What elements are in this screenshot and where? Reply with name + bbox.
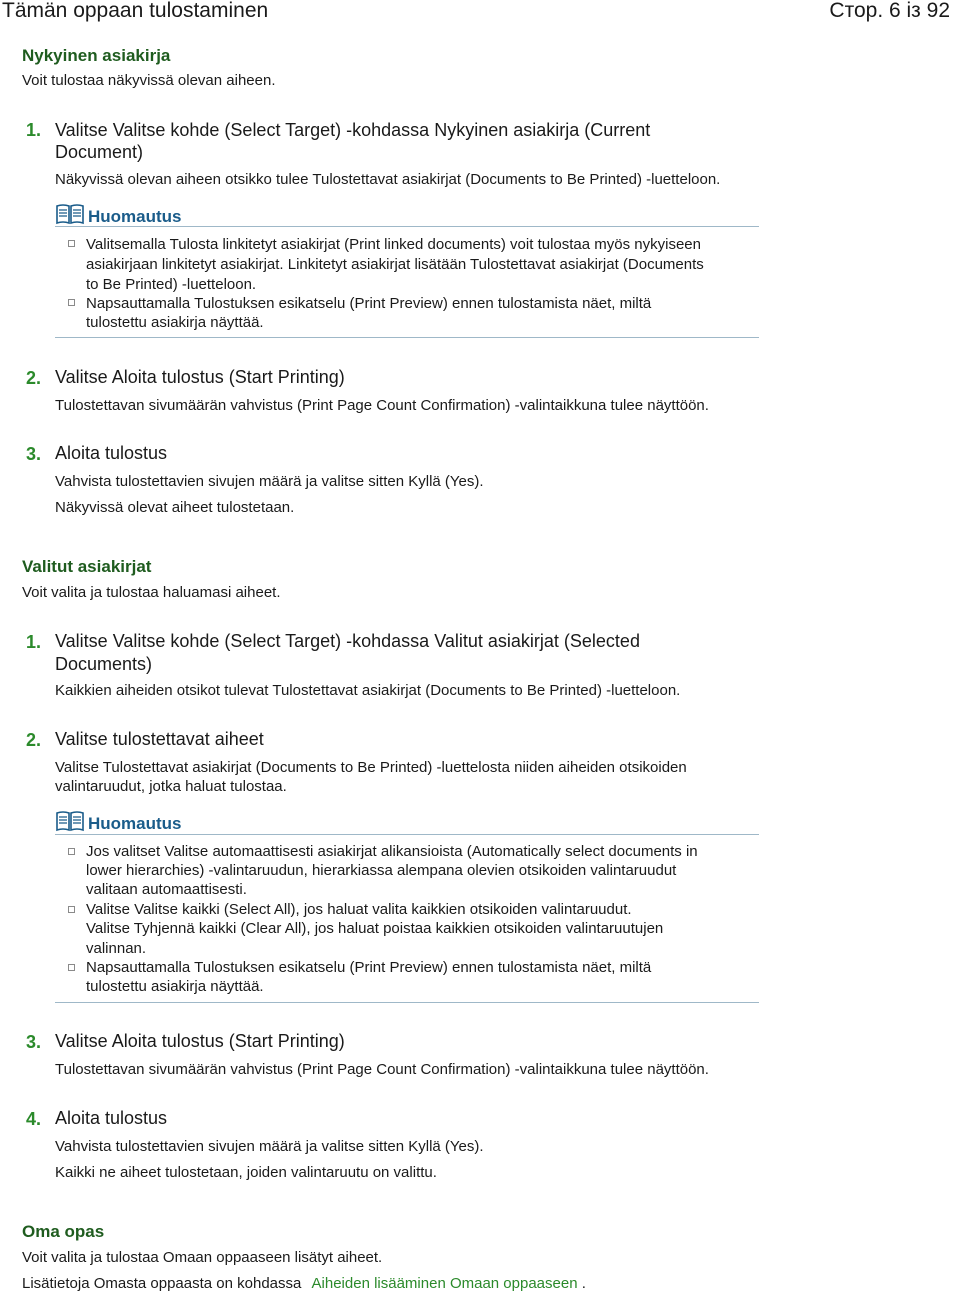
book-icon — [55, 810, 85, 832]
section-heading: Valitut asiakirjat — [22, 557, 152, 576]
section-heading: Nykyinen asiakirja — [22, 46, 171, 65]
step-title: Valitse tulostettavat aiheet — [55, 729, 264, 749]
step-title: Valitse Valitse kohde (Select Target) -kohdassa Nykyinen asiakirja (Current — [55, 120, 651, 140]
step-body: Tulostettavan sivumäärän vahvistus (Print Page Count Confirmation) -valintaikkuna tulee näyttöön. — [55, 1061, 709, 1078]
bullet-icon — [68, 848, 75, 855]
book-icon — [55, 203, 85, 225]
step-body: Vahvista tulostettavien sivujen määrä ja valitse sitten Kyllä (Yes). — [55, 1138, 484, 1155]
note-top-rule — [55, 834, 759, 835]
section-heading: Oma opas — [22, 1222, 105, 1241]
step-body: Näkyvissä olevan aiheen otsikko tulee Tulostettavat asiakirjat (Documents to Be Printed) -luetteloon. — [55, 171, 721, 188]
more-info-prefix: Lisätietoja Omasta oppaasta on kohdassa — [22, 1275, 302, 1292]
step-body: Vahvista tulostettavien sivujen määrä ja valitse sitten Kyllä (Yes). — [55, 473, 484, 490]
note-title: Huomautus — [88, 207, 182, 226]
step-title: Valitse Aloita tulostus (Start Printing) — [55, 367, 345, 387]
step-title: Aloita tulostus — [55, 443, 168, 463]
step-title: Valitse Valitse kohde (Select Target) -kohdassa Valitut asiakirjat (Selected — [55, 631, 640, 651]
section-intro: Voit valita ja tulostaa haluamasi aiheet. — [22, 584, 281, 601]
more-info-line — [22, 1275, 586, 1292]
step-body: Valitse Tulostettavat asiakirjat (Documents to Be Printed) -luettelosta niiden aiheiden otsikoiden — [55, 759, 687, 776]
step-number: 3. — [26, 444, 42, 464]
note-bottom-rule — [55, 337, 759, 338]
note-text: Napsauttamalla Tulostuksen esikatselu (Print Preview) ennen tulostamista näet, miltä — [86, 959, 652, 976]
step-body: Kaikkien aiheiden otsikot tulevat Tulostettavat asiakirjat (Documents to Be Printed) -luetteloon. — [55, 682, 681, 699]
step-number: 3. — [26, 1032, 42, 1052]
step-number: 1. — [26, 632, 42, 652]
step-title: Document) — [55, 142, 144, 162]
note-text: tulostettu asiakirja näyttää. — [86, 314, 264, 331]
more-info-suffix: . — [581, 1275, 586, 1292]
note-text: valinnan. — [86, 940, 147, 957]
step-number: 2. — [26, 368, 42, 388]
add-topics-link[interactable]: Aiheiden lisääminen Omaan oppaaseen — [311, 1275, 578, 1292]
step-title: Aloita tulostus — [55, 1108, 168, 1128]
note-text: lower hierarchies) -valintaruudun, hierarkiassa alempana olevien otsikoiden valintaruudut — [86, 862, 677, 879]
step-title: Valitse Aloita tulostus (Start Printing) — [55, 1031, 345, 1051]
note-top-rule — [55, 226, 759, 227]
step-body: valintaruudut, jotka haluat tulostaa. — [55, 778, 287, 795]
step-number: 4. — [26, 1109, 42, 1129]
note-text: Valitse Tyhjennä kaikki (Clear All), jos haluat poistaa kaikkien otsikoiden valintaruutujen — [86, 920, 664, 937]
note-text: Valitsemalla Tulosta linkitetyt asiakirjat (Print linked documents) voit tulostaa myös nykyiseen — [86, 236, 701, 253]
page-indicator: Стор. 6 із 92 — [829, 0, 950, 22]
note-text: tulostettu asiakirja näyttää. — [86, 978, 264, 995]
bullet-icon — [68, 299, 75, 306]
note-text: to Be Printed) -luetteloon. — [86, 276, 257, 293]
note-text: Jos valitset Valitse automaattisesti asiakirjat alikansioista (Automatically select documents in — [86, 843, 698, 860]
step-body: Näkyvissä olevat aiheet tulostetaan. — [55, 499, 295, 516]
note-title: Huomautus — [88, 814, 182, 833]
section-intro: Voit tulostaa näkyvissä olevan aiheen. — [22, 72, 276, 89]
note-bottom-rule — [55, 1002, 759, 1003]
note-text: valitaan automaattisesti. — [86, 881, 247, 898]
bullet-icon — [68, 906, 75, 913]
section-intro: Voit valita ja tulostaa Omaan oppaaseen lisätyt aiheet. — [22, 1249, 383, 1266]
document-title: Tämän oppaan tulostaminen — [2, 0, 269, 22]
note-text: Napsauttamalla Tulostuksen esikatselu (Print Preview) ennen tulostamista näet, miltä — [86, 295, 652, 312]
bullet-icon — [68, 240, 75, 247]
step-number: 1. — [26, 120, 42, 140]
step-body: Tulostettavan sivumäärän vahvistus (Print Page Count Confirmation) -valintaikkuna tulee näyttöön. — [55, 397, 709, 414]
bullet-icon — [68, 964, 75, 971]
step-title: Documents) — [55, 654, 153, 674]
note-text: Valitse Valitse kaikki (Select All), jos haluat valita kaikkien otsikoiden valintaruudut. — [86, 901, 632, 918]
note-text: asiakirjaan linkitetyt asiakirjat. Linkitetyt asiakirjat lisätään Tulostettavat asiakirjat (Documents — [86, 256, 704, 273]
step-number: 2. — [26, 730, 42, 750]
step-body: Kaikki ne aiheet tulostetaan, joiden valintaruutu on valittu. — [55, 1164, 437, 1181]
